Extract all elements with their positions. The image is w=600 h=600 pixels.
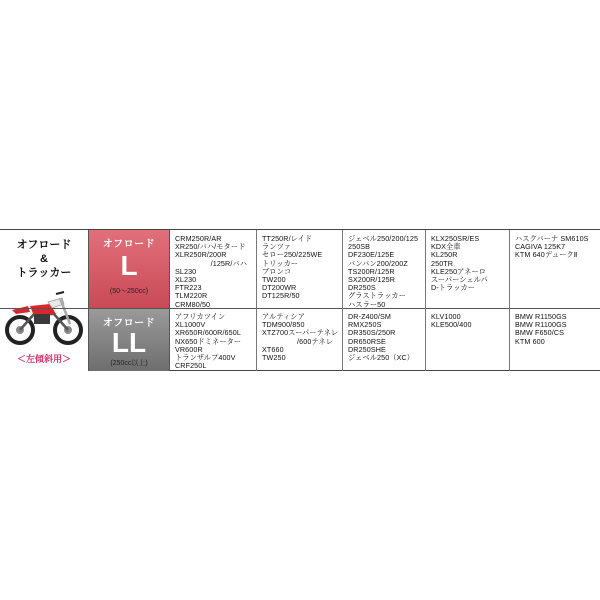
category-title-line1: オフロード [16,239,72,251]
model-name: XR250/バハ/モタード [175,242,246,252]
models-column [426,308,510,371]
model-name: BMW F650/CS [515,328,565,338]
models-column [170,308,257,371]
model-name: アフリカツイン [175,312,226,321]
model-name: CAGIVA 125K7 [515,242,566,252]
model-name: セロー250/225WE [262,250,323,260]
model-name: DF230E/125E [348,250,395,260]
model-name: TT250R/レイド [262,234,313,243]
model-name: 250TR [431,258,454,268]
category-title-line3: トラッカー [16,267,72,279]
model-name: SL230 [175,266,197,276]
model-name: XR650R/600R/650L [175,328,241,338]
model-name: XTZ700スーパーテネレ [262,328,339,338]
models-column [257,230,343,308]
model-name: XL230 [175,275,197,285]
model-name: トランザルプ400V [175,353,236,363]
model-name: KLX250SR/ES [431,234,480,243]
model-name: DR350S/250R [348,328,396,338]
model-name: BMW R1150GS [515,312,567,321]
model-name: KLE500/400 [431,320,472,330]
model-name: アルティシア [262,312,305,321]
model-name: KTM 640デュークⅡ [515,250,578,260]
model-name: TW200 [262,275,286,285]
models-column [343,308,426,371]
model-name: SX200R/125R [348,275,396,285]
row-LL [0,308,600,371]
model-name: DR250S [348,283,376,293]
model-name: VR600R [175,344,203,354]
model-name: CRF250L [175,361,207,371]
models-column [170,230,257,308]
model-name: XLR250R/200R [175,250,227,260]
model-name: KLV1000 [431,312,461,321]
model-name: DR250SHE [348,344,386,354]
models-column [510,308,600,371]
model-name: ハスラー50 [348,299,386,309]
size-LL-letter: LL [111,327,147,358]
model-name: TW250 [262,353,286,363]
model-name: TS200R/125R [348,266,395,276]
model-name: BMW R1100GS [515,320,567,330]
model-name: ジェベル250（XC） [348,353,415,363]
model-name: RMX250S [348,320,382,330]
model-name: KTM 600 [515,336,545,346]
model-name: スーパーシェルパ [431,275,488,285]
size-LL-range: (250cc以上) [110,360,148,367]
model-name: TDM900/850 [262,320,305,330]
model-name: KL250R [431,250,458,260]
model-name: /600テネレ [297,336,333,346]
left-lean-note: ＜左傾斜用＞ [16,354,71,364]
model-name: FTR223 [175,283,202,293]
model-name: トリッカー [262,258,299,268]
model-name: CRM80/50 [175,299,211,309]
model-name: グラストラッカー [348,291,406,301]
model-name: DR-Z400/SM [348,312,391,321]
model-name: XL1000V [175,320,206,330]
model-name: ブロンコ [262,266,292,276]
models-column [510,230,600,308]
model-name: KLE250アネーロ [431,266,487,276]
category-title-line2: & [40,253,48,265]
model-name: KDX全車 [431,242,461,252]
models-column [257,308,343,371]
model-name: 250SB [348,242,371,252]
size-L-letter: L [120,250,138,281]
size-L-range: (50〜250cc) [109,288,149,295]
model-name: D-トラッカー [431,283,476,293]
model-name: バンバン200/200Z [348,258,408,268]
model-name: DT200WR [262,283,297,293]
compatibility-table [0,229,600,371]
model-name: TLM220R [175,291,208,301]
models-column [343,230,426,308]
model-name: ランツァ [262,242,292,252]
models-column [426,230,510,308]
model-name: XT660 [262,344,284,354]
size-L-label: オフロード [102,239,156,250]
model-name: DR650RSE [348,336,386,346]
size-LL-label: オフロード [102,318,156,329]
model-name: ジェベル250/200/125 [348,234,419,243]
model-name: /125R/バハ [210,258,247,268]
model-name: NX650ドミネーター [175,336,242,346]
model-name: CRM250R/AR [175,234,222,243]
model-name: DT125R/50 [262,291,300,301]
row-L [0,230,600,309]
model-name: ハスクバーナ SM610S [515,234,589,243]
